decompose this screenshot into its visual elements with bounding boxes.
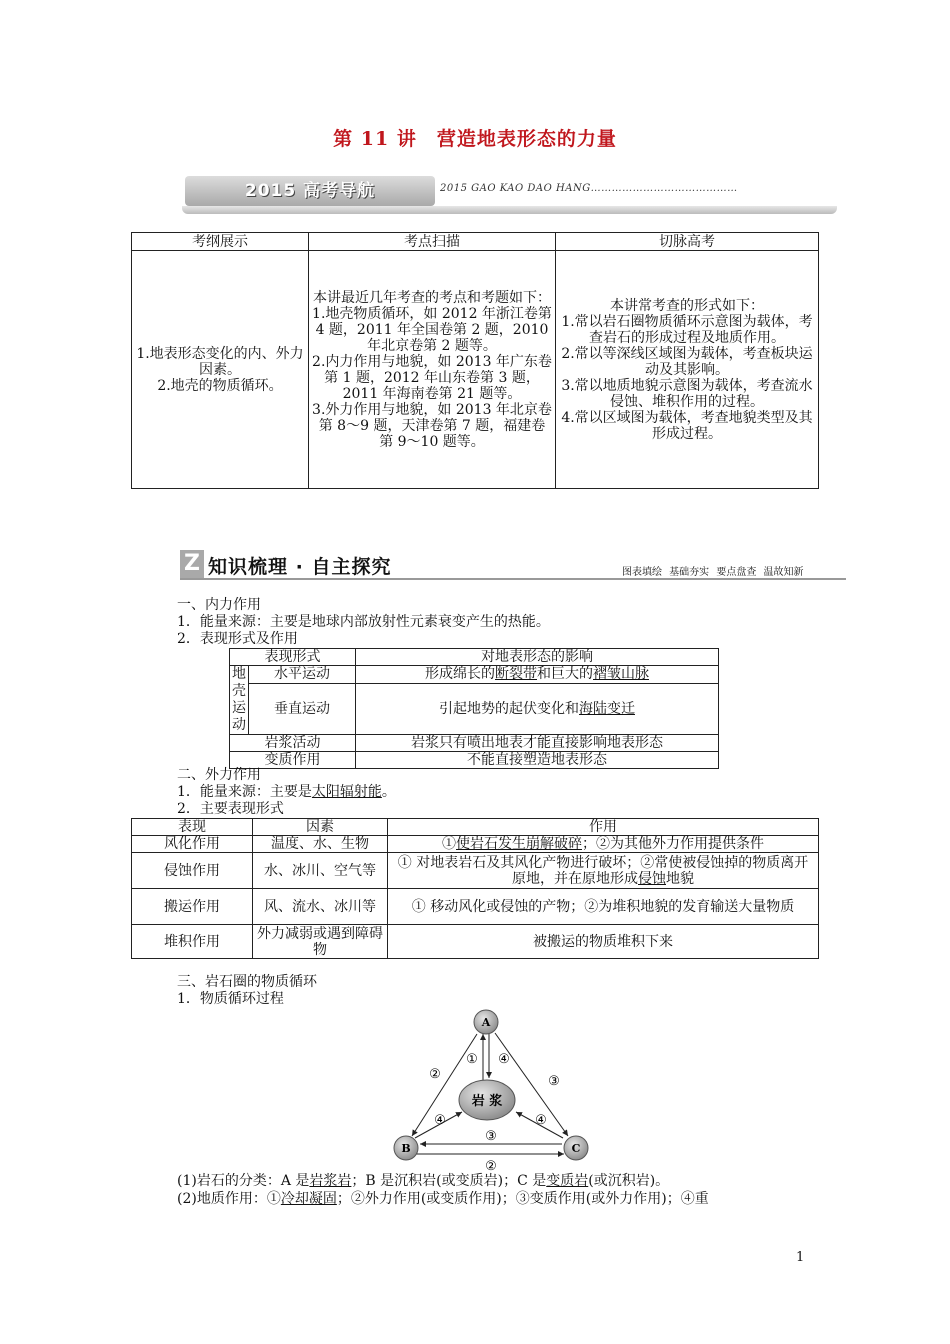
table-cell: 不能直接塑造地表形态	[356, 752, 719, 769]
table-cell: 引起地势的起伏变化和海陆变迁	[356, 683, 719, 735]
page-title: 第 11 讲 营造地表形态的力量	[333, 128, 617, 150]
section-tags: 图表填绘 基础夯实 要点盘查 温故知新	[622, 567, 804, 578]
label-step-4c: ④	[535, 1113, 547, 1128]
table-cell: 岩浆只有喷出地表才能直接影响地表形态	[356, 735, 719, 752]
table-header: 表现	[132, 819, 253, 836]
table-header: 对地表形态的影响	[356, 649, 719, 666]
table-cell: ① 移动风化或侵蚀的产物；②为堆积地貌的发育输送大量物质	[388, 889, 819, 925]
table-cell: 岩浆活动	[230, 735, 356, 752]
label-step-2b: ②	[485, 1159, 497, 1174]
table-cell: 侵蚀作用	[132, 853, 253, 889]
table-header: 作用	[388, 819, 819, 836]
nav-banner-subtitle: 2015 GAO KAO DAO HANG……………………………………	[440, 183, 738, 194]
table-header: 切脉高考	[556, 233, 819, 251]
table-cell: 外力减弱或遇到障碍物	[253, 925, 388, 959]
label-step-3b: ③	[485, 1129, 497, 1144]
internal-forces-table	[229, 648, 719, 769]
part2-item2: 2．主要表现形式	[177, 801, 284, 817]
table-cell: 被搬运的物质堆积下来	[388, 925, 819, 959]
rock-cycle-diagram	[390, 1008, 600, 1178]
table-cell: 温度、水、生物	[253, 836, 388, 853]
table-cell: ① 对地表岩石及其风化产物进行破坏；②常使被侵蚀掉的物质离开原地，并在原地形成侵蚀地貌	[388, 853, 819, 889]
table-cell: 变质作用	[230, 752, 356, 769]
table-cell: 水、冰川、空气等	[253, 853, 388, 889]
nav-banner-label: 2015 高考导航	[185, 176, 435, 206]
label-step-3: ③	[548, 1074, 560, 1089]
label-step-1: ①	[466, 1052, 478, 1067]
section-divider	[180, 578, 846, 580]
table-cell: 风、流水、冰川等	[253, 889, 388, 925]
exam-overview-table	[131, 232, 819, 489]
label-b: B	[401, 1142, 411, 1155]
section-title: 知识梳理 · 自主探究	[208, 556, 392, 578]
label-a: A	[481, 1016, 491, 1029]
table-cell: 搬运作用	[132, 889, 253, 925]
exam-points-cell: 本讲最近几年考查的考点和考题如下： 1.地壳物质循环，如 2012 年浙江卷第 4 题，2011 年全国卷第 2 题，2010 年北京卷第 2 题等。 2.内力作用与地貌，如 2013 年广东卷第 1 题，2012 年山东卷第 3 题，2011 年海南卷第 21 题等。 3.外力作用与地貌，如 2013 年北京卷第 8～9 题，天津卷第 7 题，福建卷第 9～10 题等。	[309, 251, 556, 489]
page-number: 1	[796, 1250, 805, 1265]
nav-banner-bar	[182, 206, 837, 214]
label-c: C	[571, 1142, 581, 1155]
crust-movement-label: 地壳运动	[230, 666, 249, 735]
table-cell: 风化作用	[132, 836, 253, 853]
table-header: 考纲展示	[132, 233, 309, 251]
label-step-4b: ④	[434, 1113, 446, 1128]
exam-forms-cell: 本讲常考查的形式如下： 1.常以岩石圈物质循环示意图为载体，考查岩石的形成过程及地质作用。 2.常以等深线区域图为载体，考查板块运动及其影响。 3.常以地质地貌示意图为载体，考查流水侵蚀、堆积作用的过程。 4.常以区域图为载体，考查地貌类型及其形成过程。	[556, 251, 819, 489]
syllabus-cell: 1.地表形态变化的内、外力因素。 2.地壳的物质循环。	[132, 251, 309, 489]
part1-item2: 2．表现形式及作用	[177, 631, 298, 647]
table-header: 因素	[253, 819, 388, 836]
table-cell: ①使岩石发生崩解破碎；②为其他外力作用提供条件	[388, 836, 819, 853]
part3-heading: 三、岩石圈的物质循环	[177, 974, 317, 990]
external-forces-table	[131, 818, 819, 959]
part2-item1: 1．能量来源：主要是太阳辐射能。	[177, 784, 396, 800]
table-cell: 水平运动	[249, 666, 356, 684]
part3-item1: 1．物质循环过程	[177, 991, 284, 1007]
label-magma: 岩 浆	[471, 1094, 503, 1109]
section-letter-icon: Z	[180, 550, 204, 578]
table-header: 表现形式	[230, 649, 356, 666]
part1-item1: 1．能量来源：主要是地球内部放射性元素衰变产生的热能。	[177, 614, 550, 630]
part2-heading: 二、外力作用	[177, 767, 261, 783]
table-cell: 堆积作用	[132, 925, 253, 959]
note-geologic-processes: (2)地质作用：①冷却凝固；②外力作用(或变质作用)；③变质作用(或外力作用)；④重	[177, 1191, 709, 1207]
label-step-2: ②	[429, 1067, 441, 1082]
table-header: 考点扫描	[309, 233, 556, 251]
note-rock-classification: (1)岩石的分类：A 是岩浆岩；B 是沉积岩(或变质岩)；C 是变质岩(或沉积岩)。	[177, 1173, 670, 1189]
table-cell: 形成绵长的断裂带和巨大的褶皱山脉	[356, 666, 719, 684]
label-step-4: ④	[498, 1052, 510, 1067]
part1-heading: 一、内力作用	[177, 597, 261, 613]
table-cell: 垂直运动	[249, 683, 356, 735]
